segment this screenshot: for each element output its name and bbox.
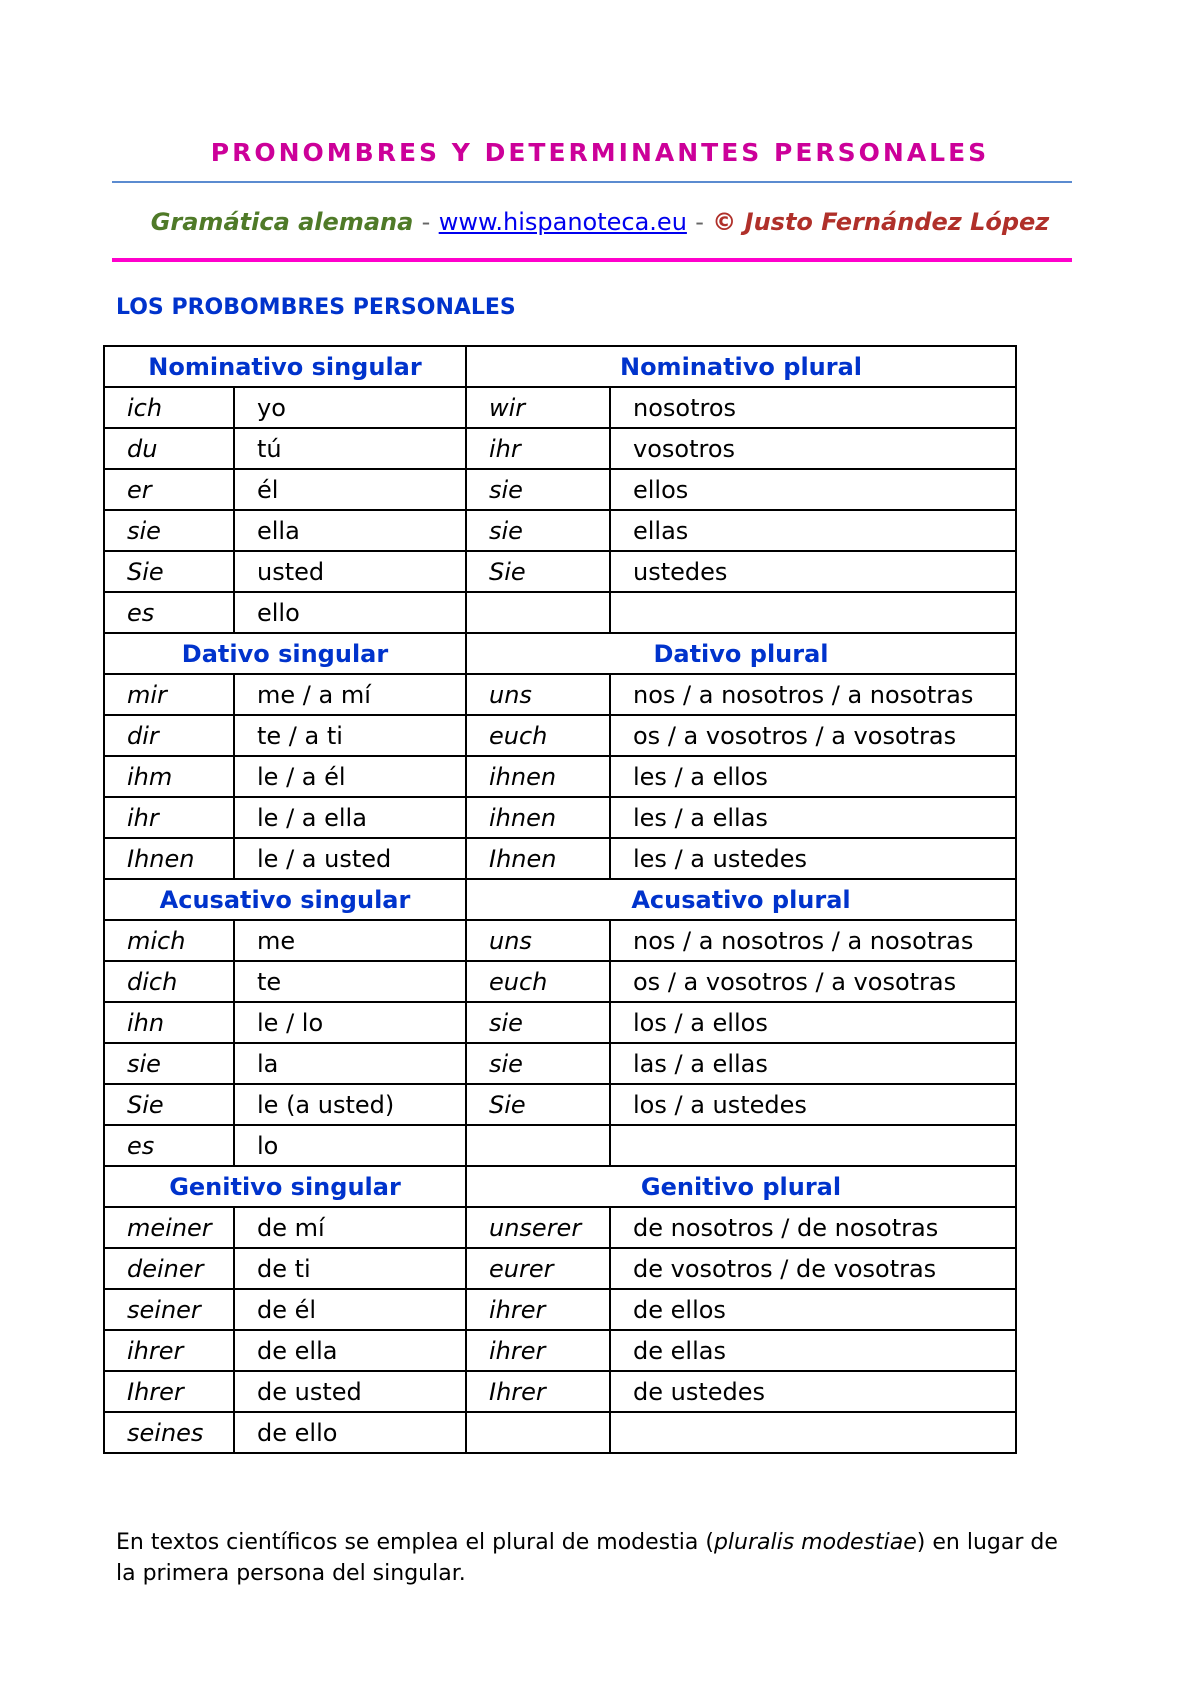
spanish-translation-plural: os / a vosotros / a vosotras	[610, 961, 1016, 1002]
spanish-translation-singular: te / a ti	[234, 715, 466, 756]
spanish-translation-plural: nos / a nosotros / a nosotras	[610, 920, 1016, 961]
spanish-translation-plural: les / a ellas	[610, 797, 1016, 838]
case-header-row	[104, 346, 1016, 387]
table-row	[104, 797, 1016, 838]
case-header-singular: Genitivo singular	[104, 1166, 466, 1207]
spanish-translation-plural: las / a ellas	[610, 1043, 1016, 1084]
case-header-plural: Acusativo plural	[466, 879, 1016, 920]
german-pronoun-plural: Ihrer	[466, 1371, 610, 1412]
spanish-translation-singular: te	[234, 961, 466, 1002]
spanish-translation-plural: de ellas	[610, 1330, 1016, 1371]
german-pronoun-plural: sie	[466, 1043, 610, 1084]
spanish-translation-plural: vosotros	[610, 428, 1016, 469]
footnote	[116, 1527, 1076, 1589]
case-header-singular: Nominativo singular	[104, 346, 466, 387]
spanish-translation-singular: le (a usted)	[234, 1084, 466, 1125]
german-pronoun-plural: Sie	[466, 1084, 610, 1125]
german-pronoun-singular: ihn	[104, 1002, 234, 1043]
german-pronoun-singular: meiner	[104, 1207, 234, 1248]
spanish-translation-plural: ellas	[610, 510, 1016, 551]
german-pronoun-singular: ich	[104, 387, 234, 428]
german-pronoun-singular: sie	[104, 1043, 234, 1084]
german-pronoun-plural	[466, 1412, 610, 1453]
spanish-translation-singular: le / a usted	[234, 838, 466, 879]
table-row	[104, 674, 1016, 715]
subtitle-line	[0, 208, 1200, 236]
subtitle-source: Gramática alemana	[150, 208, 414, 236]
german-pronoun-singular: Sie	[104, 1084, 234, 1125]
table-row	[104, 510, 1016, 551]
case-header-row	[104, 1166, 1016, 1207]
german-pronoun-plural	[466, 592, 610, 633]
spanish-translation-singular: ella	[234, 510, 466, 551]
table-row	[104, 1330, 1016, 1371]
table-row	[104, 838, 1016, 879]
case-header-plural: Dativo plural	[466, 633, 1016, 674]
spanish-translation-singular: le / a ella	[234, 797, 466, 838]
spanish-translation-singular: yo	[234, 387, 466, 428]
german-pronoun-plural: ihrer	[466, 1330, 610, 1371]
table-row	[104, 961, 1016, 1002]
german-pronoun-plural: euch	[466, 961, 610, 1002]
spanish-translation-singular: de usted	[234, 1371, 466, 1412]
table-row	[104, 469, 1016, 510]
german-pronoun-singular: sie	[104, 510, 234, 551]
german-pronoun-plural: Sie	[466, 551, 610, 592]
german-pronoun-plural: uns	[466, 674, 610, 715]
spanish-translation-singular: ello	[234, 592, 466, 633]
spanish-translation-plural: los / a ustedes	[610, 1084, 1016, 1125]
table-row	[104, 1412, 1016, 1453]
german-pronoun-singular: seines	[104, 1412, 234, 1453]
spanish-translation-plural: ustedes	[610, 551, 1016, 592]
table-row	[104, 1043, 1016, 1084]
german-pronoun-singular: dich	[104, 961, 234, 1002]
case-header-row	[104, 879, 1016, 920]
german-pronoun-singular: ihm	[104, 756, 234, 797]
german-pronoun-plural: wir	[466, 387, 610, 428]
table-row	[104, 920, 1016, 961]
spanish-translation-singular: me	[234, 920, 466, 961]
table-row	[104, 387, 1016, 428]
table-row	[104, 1125, 1016, 1166]
spanish-translation-singular: le / lo	[234, 1002, 466, 1043]
german-pronoun-plural: sie	[466, 469, 610, 510]
spanish-translation-singular: me / a mí	[234, 674, 466, 715]
german-pronoun-plural: ihr	[466, 428, 610, 469]
german-pronoun-plural: euch	[466, 715, 610, 756]
german-pronoun-singular: deiner	[104, 1248, 234, 1289]
spanish-translation-singular: la	[234, 1043, 466, 1084]
spanish-translation-plural	[610, 1412, 1016, 1453]
spanish-translation-singular: le / a él	[234, 756, 466, 797]
table-row	[104, 1002, 1016, 1043]
german-pronoun-singular: ihr	[104, 797, 234, 838]
table-row	[104, 715, 1016, 756]
table-row	[104, 1207, 1016, 1248]
footnote-text: ) en lugar de la primera persona del singular.	[116, 1530, 1058, 1586]
table-row	[104, 1248, 1016, 1289]
german-pronoun-singular: er	[104, 469, 234, 510]
spanish-translation-singular: usted	[234, 551, 466, 592]
copyright-author: © Justo Fernández López	[712, 208, 1050, 236]
german-pronoun-singular: mir	[104, 674, 234, 715]
spanish-translation-singular: de él	[234, 1289, 466, 1330]
spanish-translation-singular: de ella	[234, 1330, 466, 1371]
spanish-translation-plural: de vosotros / de vosotras	[610, 1248, 1016, 1289]
spanish-translation-singular: de ello	[234, 1412, 466, 1453]
title-divider	[112, 181, 1072, 183]
spanish-translation-singular: él	[234, 469, 466, 510]
german-pronoun-plural: ihnen	[466, 756, 610, 797]
footnote-text: En textos científicos se emplea el plural de modestia (	[116, 1530, 714, 1555]
spanish-translation-plural: nosotros	[610, 387, 1016, 428]
case-header-row	[104, 633, 1016, 674]
spanish-translation-plural: os / a vosotros / a vosotras	[610, 715, 1016, 756]
pronoun-table	[103, 345, 1017, 1454]
spanish-translation-plural: ellos	[610, 469, 1016, 510]
spanish-translation-plural: los / a ellos	[610, 1002, 1016, 1043]
case-header-singular: Dativo singular	[104, 633, 466, 674]
footnote-latin-term: pluralis modestiae	[713, 1530, 917, 1555]
table-row	[104, 1371, 1016, 1412]
german-pronoun-singular: dir	[104, 715, 234, 756]
case-header-plural: Genitivo plural	[466, 1166, 1016, 1207]
german-pronoun-plural: Ihnen	[466, 838, 610, 879]
spanish-translation-plural	[610, 1125, 1016, 1166]
spanish-translation-plural: de ellos	[610, 1289, 1016, 1330]
spanish-translation-singular: de ti	[234, 1248, 466, 1289]
subtitle-divider	[112, 258, 1072, 262]
subtitle-separator: -	[695, 208, 704, 236]
spanish-translation-singular: tú	[234, 428, 466, 469]
subtitle-separator: -	[421, 208, 431, 236]
table-row	[104, 551, 1016, 592]
spanish-translation-plural: les / a ellos	[610, 756, 1016, 797]
table-row	[104, 1289, 1016, 1330]
german-pronoun-singular: du	[104, 428, 234, 469]
german-pronoun-singular: mich	[104, 920, 234, 961]
german-pronoun-plural: ihrer	[466, 1289, 610, 1330]
table-row	[104, 592, 1016, 633]
section-heading: LOS PROBOMBRES PERSONALES	[116, 295, 516, 320]
german-pronoun-singular: es	[104, 1125, 234, 1166]
spanish-translation-plural: nos / a nosotros / a nosotras	[610, 674, 1016, 715]
table-row	[104, 1084, 1016, 1125]
german-pronoun-singular: ihrer	[104, 1330, 234, 1371]
german-pronoun-plural: sie	[466, 510, 610, 551]
german-pronoun-singular: Ihrer	[104, 1371, 234, 1412]
page-title: PRONOMBRES Y DETERMINANTES PERSONALES	[210, 138, 990, 167]
german-pronoun-singular: seiner	[104, 1289, 234, 1330]
spanish-translation-singular: lo	[234, 1125, 466, 1166]
german-pronoun-plural: uns	[466, 920, 610, 961]
spanish-translation-plural: de ustedes	[610, 1371, 1016, 1412]
german-pronoun-plural: eurer	[466, 1248, 610, 1289]
spanish-translation-singular: de mí	[234, 1207, 466, 1248]
german-pronoun-singular: Ihnen	[104, 838, 234, 879]
german-pronoun-singular: es	[104, 592, 234, 633]
spanish-translation-plural	[610, 592, 1016, 633]
german-pronoun-plural: ihnen	[466, 797, 610, 838]
german-pronoun-singular: Sie	[104, 551, 234, 592]
german-pronoun-plural	[466, 1125, 610, 1166]
hispanoteca-link[interactable]: www.hispanoteca.eu	[438, 208, 687, 236]
german-pronoun-plural: unserer	[466, 1207, 610, 1248]
spanish-translation-plural: les / a ustedes	[610, 838, 1016, 879]
case-header-plural: Nominativo plural	[466, 346, 1016, 387]
spanish-translation-plural: de nosotros / de nosotras	[610, 1207, 1016, 1248]
german-pronoun-plural: sie	[466, 1002, 610, 1043]
case-header-singular: Acusativo singular	[104, 879, 466, 920]
table-row	[104, 756, 1016, 797]
table-row	[104, 428, 1016, 469]
